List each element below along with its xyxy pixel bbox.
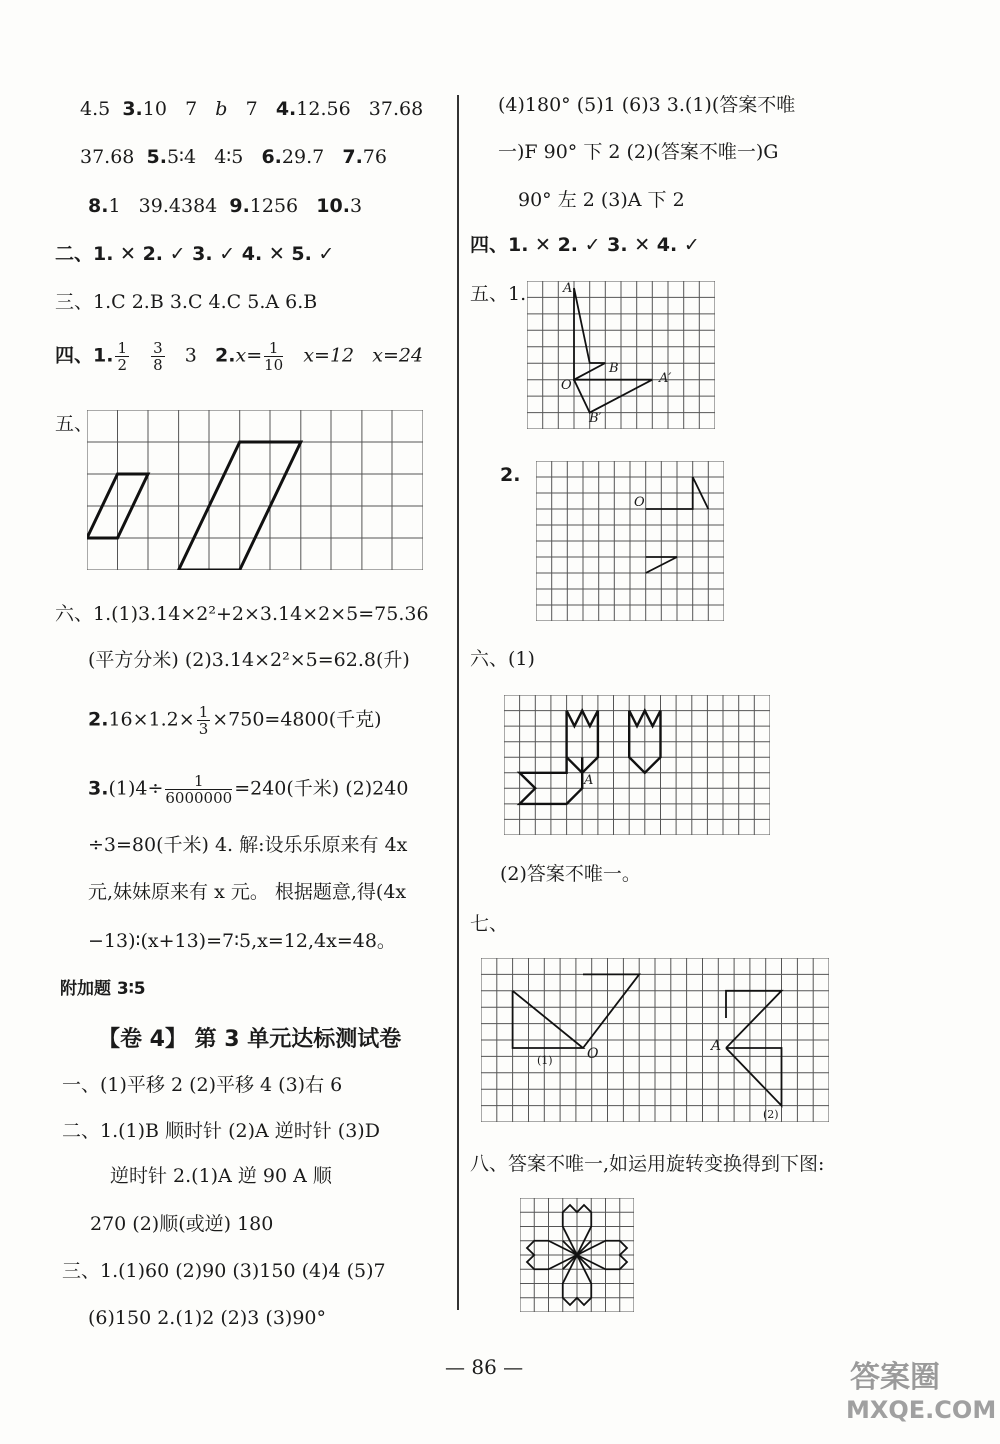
answer-line: 五、1. [470,283,527,305]
answer-line: ÷3=80(千米) 4. 解:设乐乐原来有 4x [88,834,408,856]
answer-line: 2.16×1.2× $\frac{1}{3}$ ×750=4800(千克) [88,703,382,738]
answer-line: 六、(1) [470,648,535,670]
answer-line: 附加题 3∶5 [60,979,146,999]
answer-line: 二、1.(1)B 顺时针 (2)A 逆时针 (3)D [62,1120,380,1142]
answer-line: 8.1 39.4384 9.1256 10.3 [88,195,363,217]
answer-line: 一)F 90° 下 2 (2)(答案不唯一)G [498,141,779,163]
answer-line: 六、1.(1)3.14×2²+2×3.14×2×5=75.36 [55,603,429,625]
fraction: $\frac{1}{2}$ [117,339,127,374]
answer-line: 3.(1)4÷ $\frac{1}{6000000}$ =240(千米) (2)240 [88,772,409,807]
point-label-b-prime: B′ [589,411,602,426]
answer-line: 元,妹妹原来有 x 元。 根据题意,得(4x [88,881,407,903]
point-label-b: B [609,361,619,376]
parallelogram-grid [87,410,423,570]
point-label-o: O [561,378,572,393]
rotation-grid [527,281,715,429]
watermark-url: MXQE.COM [846,1396,997,1424]
figure-label-2: (2) [763,1108,779,1121]
fraction: $\frac{1}{6000000}$ [165,772,233,807]
answer-line: 一、(1)平移 2 (2)平移 4 (3)右 6 [62,1074,343,1096]
answer-line: 4.5 3.10 7 b 7 4.12.56 37.68 [80,98,424,120]
column-divider [457,95,459,1310]
transformation-grid [481,958,829,1122]
answer-line: (2)答案不唯一。 [500,863,641,885]
answer-line: 三、1.C 2.B 3.C 4.C 5.A 6.B [55,291,318,313]
point-label-a: A [584,773,594,788]
answer-line: 七、 [470,913,509,935]
answer-line: 五、 [55,413,94,435]
answer-line: 四、1. ✕ 2. ✓ 3. ✕ 4. ✓ [470,234,700,256]
answer-line: 八、答案不唯一,如运用旋转变换得到下图: [470,1153,825,1175]
page-number: — 86 — [445,1355,524,1379]
answer-line: 二、1. ✕ 2. ✓ 3. ✓ 4. ✕ 5. ✓ [55,243,335,265]
rotation-pattern-grid [520,1198,634,1312]
fraction: $\frac{1}{10}$ [264,339,284,374]
answer-line: 270 (2)顺(或逆) 180 [90,1213,274,1235]
translation-grid [504,695,770,835]
point-label-o: O [634,495,645,510]
section-title: 【卷 4】 第 3 单元达标测试卷 [98,1027,402,1052]
answer-line: 90° 左 2 (3)A 下 2 [518,189,685,211]
point-label-a: A [563,281,573,296]
answer-line: 37.68 5.5∶4 4∶5 6.29.7 7.76 [80,146,387,168]
rotation-grid-2 [536,461,724,621]
watermark-logo: 答案圈 [850,1360,940,1395]
point-label-a: A [711,1038,722,1054]
fraction: $\frac{1}{3}$ [198,703,209,738]
answer-line: 逆时针 2.(1)A 逆 90 A 顺 [110,1165,332,1187]
answer-line: 2. [500,464,521,486]
point-label-o: O [587,1046,599,1062]
answer-line: 四、1. $\frac{1}{2}$ $\frac{3}{8}$ 3 2.x= $\frac{1}{10}$ x=12 x=24 [55,339,424,374]
answer-line: −13)∶(x+13)=7∶5,x=12,4x=48。 [88,930,396,952]
figure-label-1: (1) [537,1054,553,1067]
fraction: $\frac{3}{8}$ [153,339,163,374]
answer-line: (4)180° (5)1 (6)3 3.(1)(答案不唯 [498,94,796,116]
answer-line: (6)150 2.(1)2 (2)3 (3)90° [88,1307,327,1329]
answer-line: (平方分米) (2)3.14×2²×5=62.8(升) [88,649,410,671]
point-label-a-prime: A′ [659,371,672,386]
answer-line: 三、1.(1)60 (2)90 (3)150 (4)4 (5)7 [62,1260,386,1282]
